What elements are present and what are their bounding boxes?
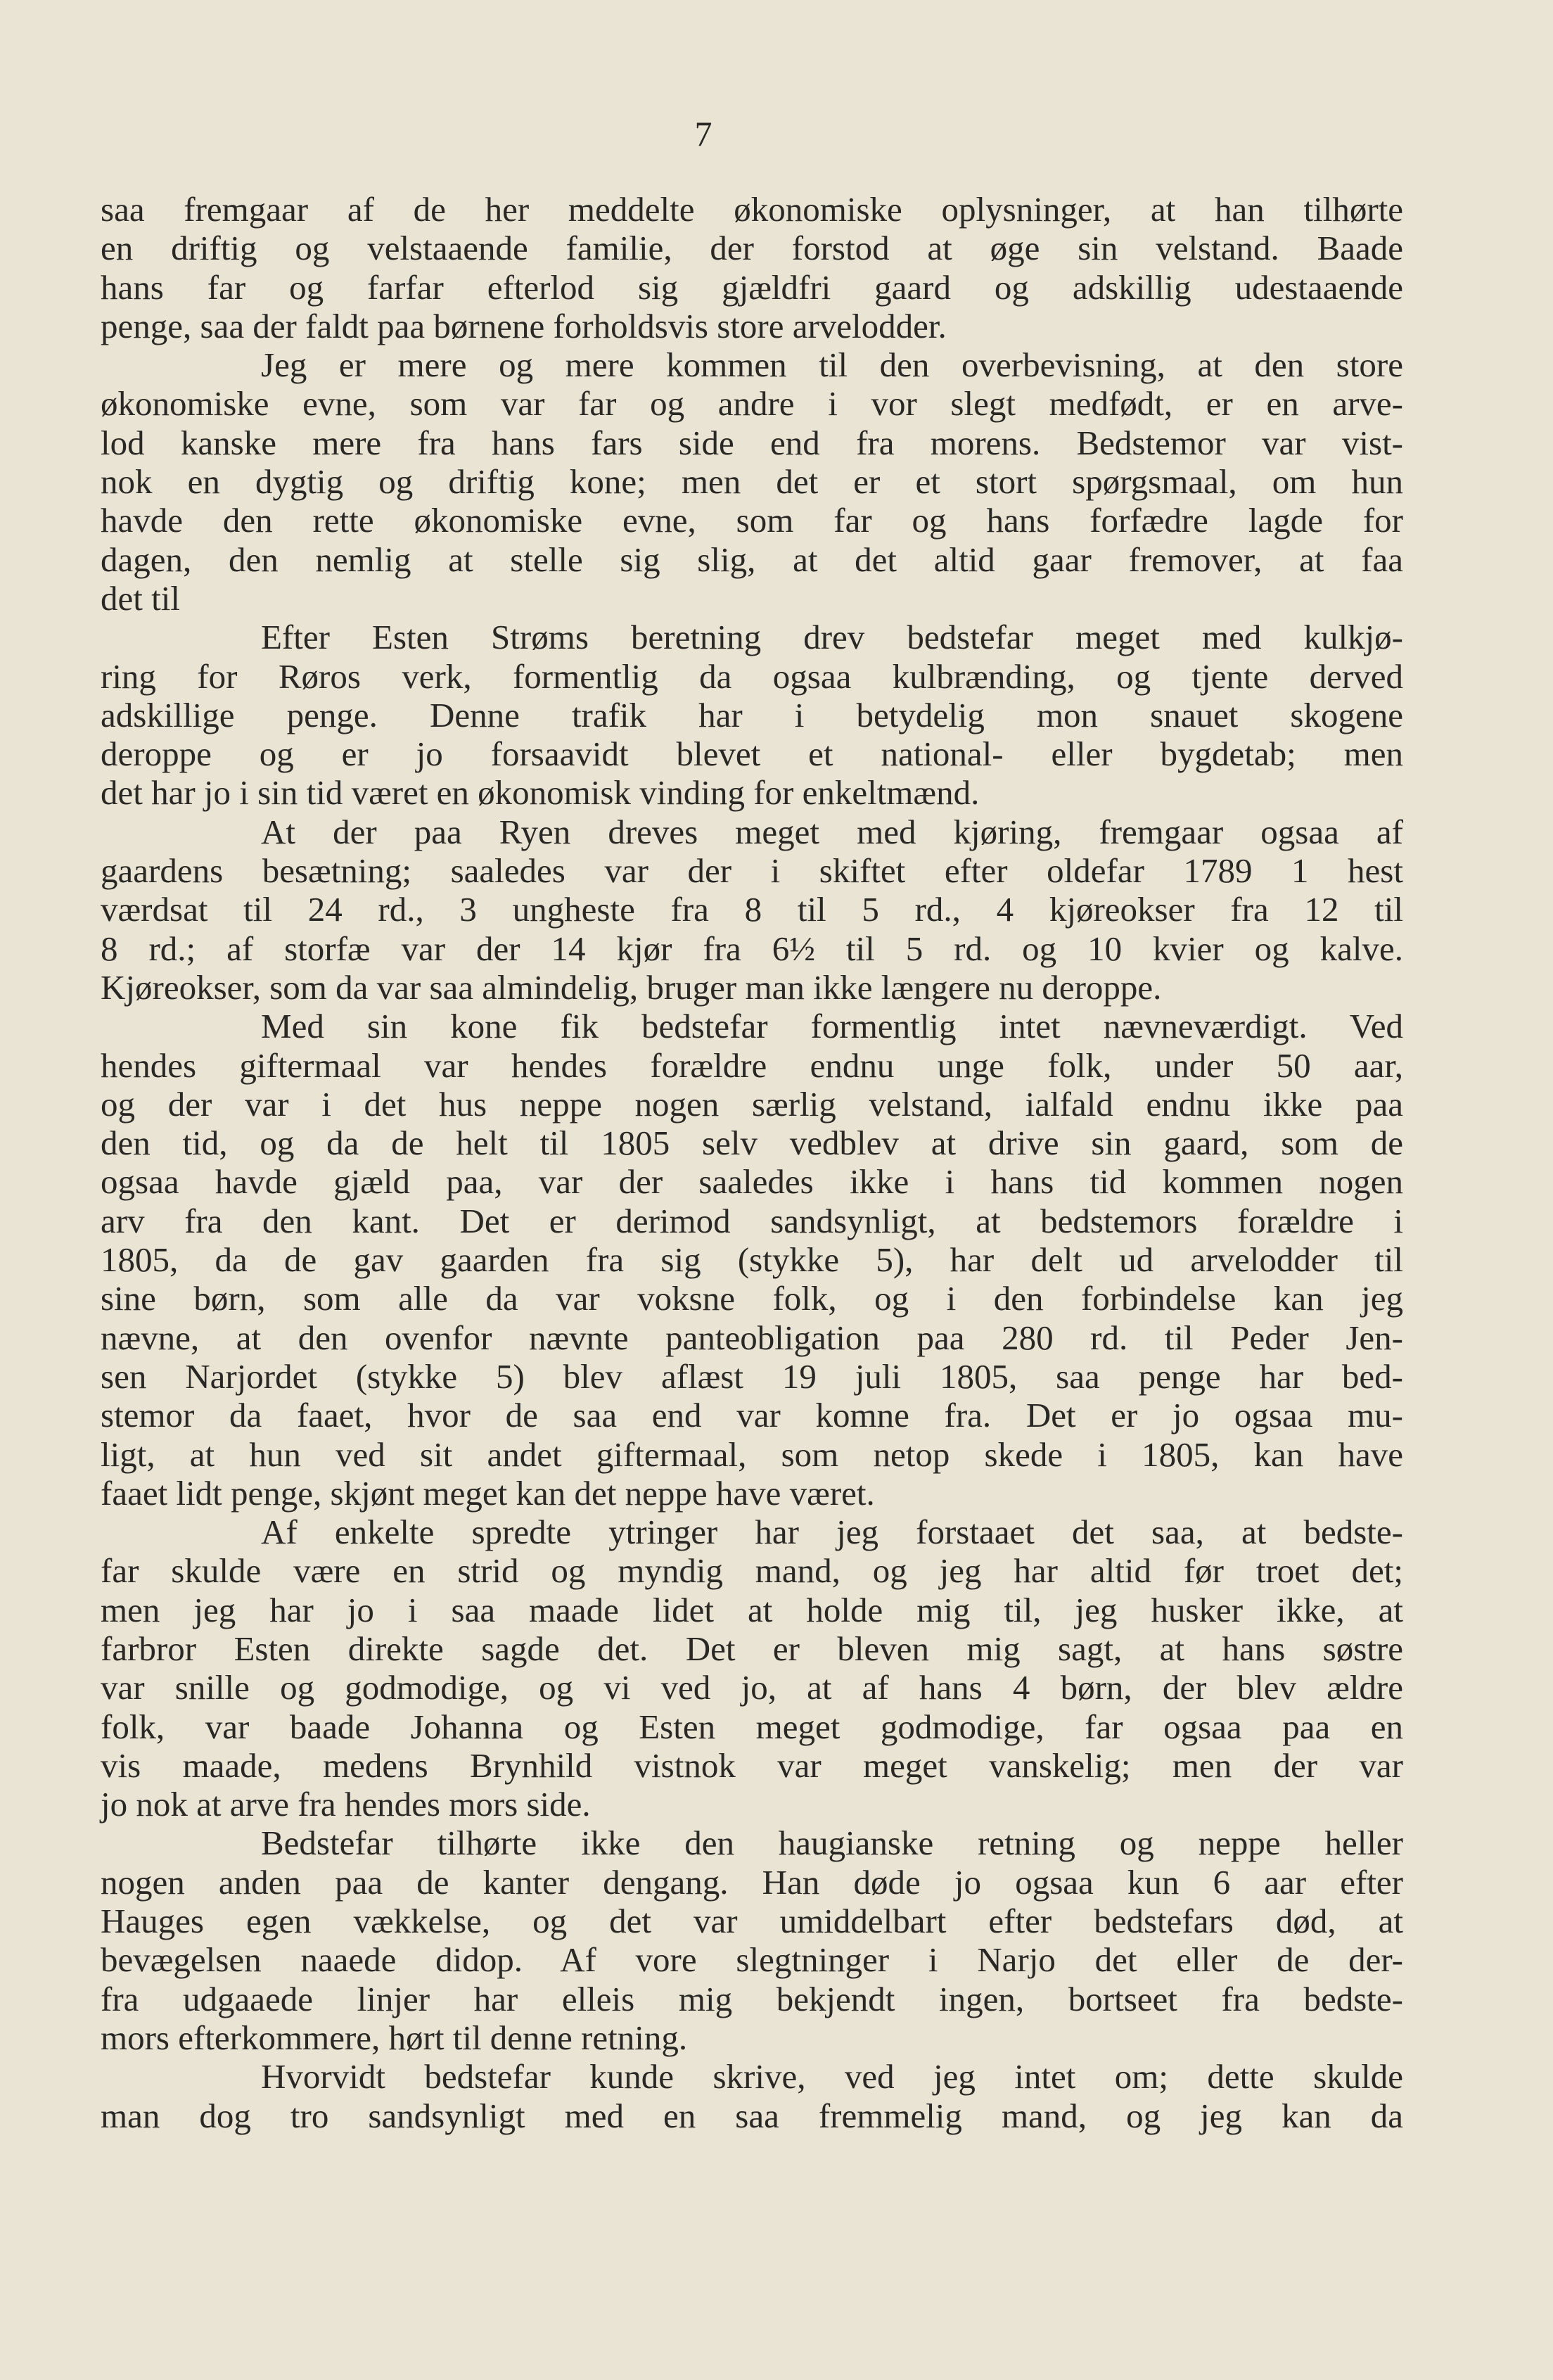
text-line: faaet lidt penge, skjønt meget kan det neppe have været. (101, 1473, 875, 1513)
text-line: bevægelsen naaede didop. Af vore slegtninger i Narjo det eller de der- (101, 1940, 1403, 1980)
page-number: 7 (694, 114, 712, 153)
text-line: var snille og godmodige, og vi ved jo, at af hans 4 børn, der blev ældre (101, 1668, 1403, 1707)
text-line: Jeg er mere og mere kommen til den overbevisning, at den store (261, 345, 1403, 385)
text-line: ring for Røros verk, formentlig da ogsaa kulbrænding, og tjente derved (101, 656, 1403, 696)
text-line: nok en dygtig og driftig kone; men det er et stort spørgsmaal, om hun (101, 462, 1403, 502)
text-line: saa fremgaar af de her meddelte økonomiske oplysninger, at han tilhørte (101, 190, 1403, 229)
text-line: Bedstefar tilhørte ikke den haugianske retning og neppe heller (261, 1824, 1403, 1863)
text-line: deroppe og er jo forsaavidt blevet et national- eller bygdetab; men (101, 734, 1403, 774)
text-line: stemor da faaet, hvor de saa end var komne fra. Det er jo ogsaa mu- (101, 1396, 1403, 1435)
text-line: Af enkelte spredte ytringer har jeg forstaaet det saa, at bedste- (261, 1513, 1403, 1552)
text-line: At der paa Ryen dreves meget med kjøring, fremgaar ogsaa af (261, 812, 1403, 851)
text-line: Kjøreokser, som da var saa almindelig, bruger man ikke længere nu deroppe. (101, 967, 1162, 1007)
text-line: økonomiske evne, som var far og andre i vor slegt medfødt, er en arve- (101, 384, 1403, 424)
text-line: man dog tro sandsynligt med en saa fremmelig mand, og jeg kan da (101, 2096, 1403, 2135)
text-line: far skulde være en strid og myndig mand, og jeg har altid før troet det; (101, 1551, 1403, 1591)
text-line: arv fra den kant. Det er derimod sandsynligt, at bedstemors forældre i (101, 1201, 1403, 1240)
text-line: adskillige penge. Denne trafik har i betydelig mon snauet skogene (101, 695, 1403, 734)
text-line: ogsaa havde gjæld paa, var der saaledes ikke i hans tid kommen nogen (101, 1162, 1403, 1202)
text-line: lod kanske mere fra hans fars side end fra morens. Bedstemor var vist- (101, 423, 1403, 462)
text-line: havde den rette økonomiske evne, som far og hans forfædre lagde for (101, 501, 1403, 540)
text-line: 8 rd.; af storfæ var der 14 kjør fra 6½ til 5 rd. og 10 kvier og kalve. (101, 929, 1403, 968)
text-line: vis maade, medens Brynhild vistnok var meget vanskelig; men der var (101, 1745, 1403, 1785)
text-line: Hvorvidt bedstefar kunde skrive, ved jeg intet om; dette skulde (261, 2057, 1403, 2096)
text-line: fra udgaaede linjer har elleis mig bekjendt ingen, bortseet fra bedste- (101, 1979, 1403, 2018)
text-line: sen Narjordet (stykke 5) blev aflæst 19 juli 1805, saa penge har bed- (101, 1356, 1403, 1396)
text-line: penge, saa der faldt paa børnene forholdsvis store arvelodder. (101, 306, 947, 345)
text-line: farbror Esten direkte sagde det. Det er bleven mig sagt, at hans søstre (101, 1629, 1403, 1668)
text-line: folk, var baade Johanna og Esten meget godmodige, far ogsaa paa en (101, 1707, 1403, 1746)
text-line: gaardens besætning; saaledes var der i skiftet efter oldefar 1789 1 hest (101, 851, 1403, 891)
text-line: hendes giftermaal var hendes forældre endnu unge folk, under 50 aar, (101, 1045, 1403, 1085)
text-line: nævne, at den ovenfor nævnte panteobligation paa 280 rd. til Peder Jen- (101, 1318, 1403, 1357)
text-line: dagen, den nemlig at stelle sig slig, at det altid gaar fremover, at faa (101, 540, 1403, 579)
text-line: Med sin kone fik bedstefar formentlig intet nævneværdigt. Ved (261, 1007, 1403, 1046)
text-line: en driftig og velstaaende familie, der forstod at øge sin velstand. Baade (101, 229, 1403, 268)
text-line: værdsat til 24 rd., 3 ungheste fra 8 til 5 rd., 4 kjøreokser fra 12 til (101, 890, 1403, 929)
text-line: 1805, da de gav gaarden fra sig (stykke 5), har delt ud arvelodder til (101, 1240, 1403, 1280)
text-line: Efter Esten Strøms beretning drev bedstefar meget med kulkjø- (261, 618, 1403, 657)
text-line: nogen anden paa de kanter dengang. Han døde jo ogsaa kun 6 aar efter (101, 1862, 1403, 1902)
text-line: jo nok at arve fra hendes mors side. (101, 1785, 591, 1824)
text-line: ligt, at hun ved sit andet giftermaal, som netop skede i 1805, kan have (101, 1434, 1403, 1474)
text-line: Hauges egen vækkelse, og det var umiddelbart efter bedstefars død, at (101, 1902, 1403, 1941)
text-line: og der var i det hus neppe nogen særlig velstand, ialfald endnu ikke paa (101, 1084, 1403, 1124)
text-line: men jeg har jo i saa maade lidet at holde mig til, jeg husker ikke, at (101, 1590, 1403, 1629)
text-line: sine børn, som alle da var voksne folk, og i den forbindelse kan jeg (101, 1279, 1403, 1318)
text-line: mors efterkommere, hørt til denne retning. (101, 2018, 688, 2057)
text-line: hans far og farfar efterlod sig gjældfri gaard og adskillig udestaaende (101, 267, 1403, 307)
body-text (101, 190, 1403, 2135)
text-line: det har jo i sin tid været en økonomisk vinding for enkeltmænd. (101, 773, 980, 813)
text-line: den tid, og da de helt til 1805 selv vedblev at drive sin gaard, som de (101, 1124, 1403, 1163)
text-line: det til (101, 578, 180, 618)
